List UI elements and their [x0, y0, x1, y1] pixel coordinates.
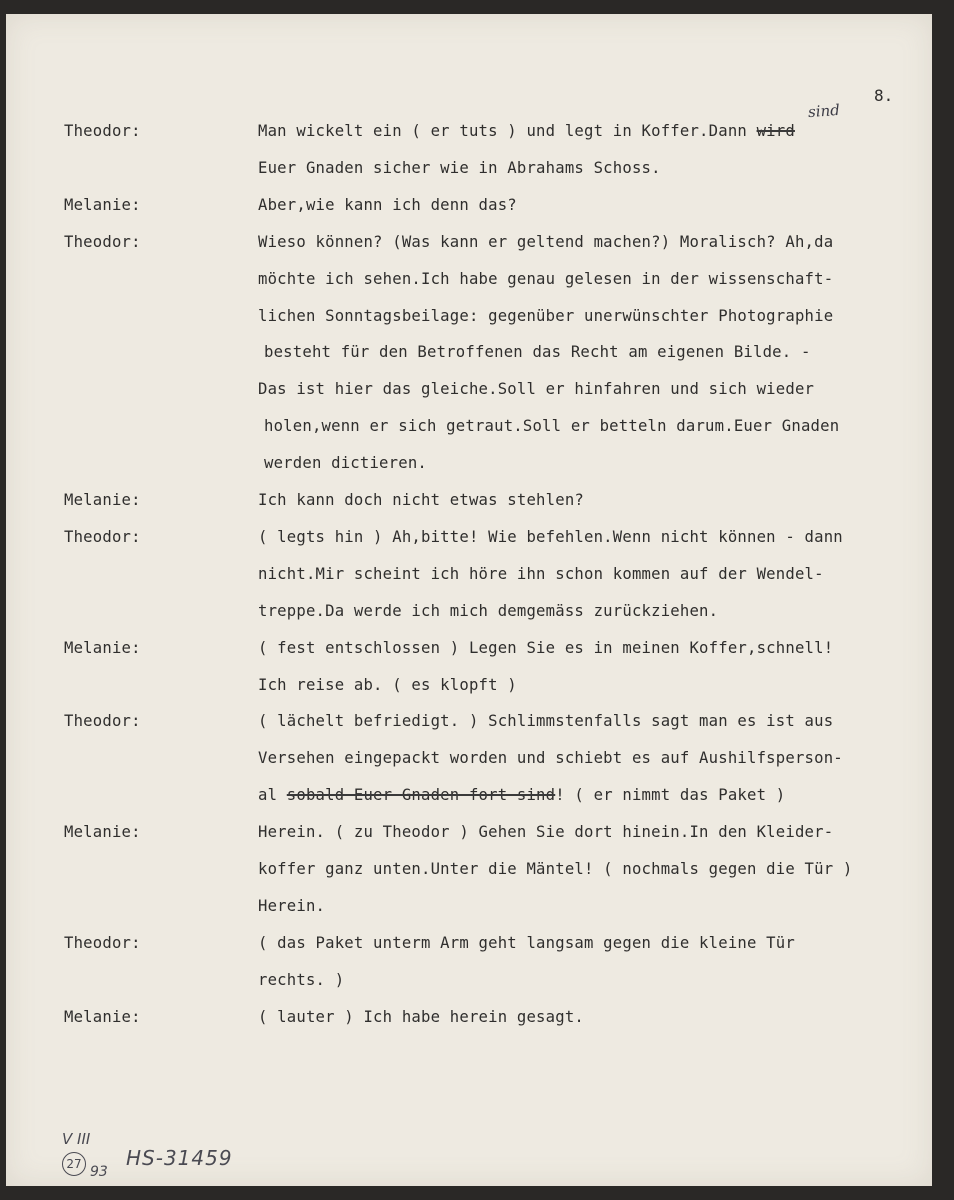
dialog-text: Man wickelt ein ( er tuts ) und legt in Koffer.Dann — [258, 122, 757, 140]
dialog-line: ( das Paket unterm Arm geht langsam gegen die kleine Tür — [258, 933, 795, 952]
dialog-line: ( lauter ) Ich habe herein gesagt. — [258, 1007, 584, 1026]
archive-marks — [54, 1130, 274, 1192]
dialog-line: Wieso können? (Was kann er geltend machen?) Moralisch? Ah,da — [258, 232, 834, 251]
dialog-line: Herein. ( zu Theodor ) Gehen Sie dort hinein.In den Kleider- — [258, 823, 834, 842]
typescript-page — [6, 14, 932, 1186]
archive-shelfmark: HS-31459 — [126, 1146, 233, 1170]
dialog-line: holen,wenn er sich getraut.Soll er betteln darum.Euer Gnaden — [264, 417, 840, 436]
dialog-line: ( lächelt befriedigt. ) Schlimmstenfalls sagt man es ist aus — [258, 712, 834, 731]
dialog-line — [258, 786, 785, 804]
archive-roman-numeral: V III — [62, 1130, 91, 1148]
dialog-line: werden dictieren. — [264, 454, 427, 473]
dialog-text: ! ( er nimmt das Paket ) — [555, 786, 786, 805]
dialog-line: ( legts hin ) Ah,bitte! Wie befehlen.Wenn nicht können - dann — [258, 527, 843, 546]
speaker-name: Theodor: — [64, 527, 141, 546]
dialog-line: ( fest entschlossen ) Legen Sie es in meinen Koffer,schnell! — [258, 638, 834, 657]
dialog-line: Aber,wie kann ich denn das? — [258, 195, 517, 214]
handwritten-correction: sind — [807, 100, 841, 122]
speaker-name: Theodor: — [64, 232, 141, 251]
speaker-name: Melanie: — [64, 638, 141, 657]
speaker-name: Theodor: — [64, 122, 141, 140]
archive-folio-number: 93 — [90, 1164, 108, 1180]
struck-text: wird — [756, 122, 795, 140]
dialog-line: lichen Sonntagsbeilage: gegenüber unerwünschter Photographie — [258, 306, 834, 325]
dialog-line: Das ist hier das gleiche.Soll er hinfahren und sich wieder — [258, 380, 815, 399]
dialog-line: Ich kann doch nicht etwas stehlen? — [258, 491, 584, 509]
dialog-line: koffer ganz unten.Unter die Mäntel! ( nochmals gegen die Tür ) — [258, 860, 853, 878]
dialog-line — [258, 122, 795, 140]
dialog-text: al — [258, 786, 287, 805]
dialog-line: Versehen eingepackt worden und schiebt es auf Aushilfsperson- — [258, 749, 843, 768]
dialog-line: Ich reise ab. ( es klopft ) — [258, 675, 517, 694]
speaker-name: Melanie: — [64, 823, 141, 842]
speaker-name: Melanie: — [64, 195, 141, 214]
speaker-name: Theodor: — [64, 933, 141, 952]
speaker-name: Melanie: — [64, 491, 141, 509]
struck-text: sobald Euer Gnaden fort sind — [286, 786, 556, 805]
dialog-line: Euer Gnaden sicher wie in Abrahams Schoss. — [258, 158, 661, 177]
dialog-line: nicht.Mir scheint ich höre ihn schon kommen auf der Wendel- — [258, 564, 824, 583]
dialog-line: treppe.Da werde ich mich demgemäss zurückziehen. — [258, 601, 719, 620]
speaker-name: Melanie: — [64, 1007, 141, 1026]
dialog-line: besteht für den Betroffenen das Recht am eigenen Bilde. - — [264, 343, 811, 362]
archive-circled-number: 27 — [62, 1152, 86, 1176]
dialog-line: möchte ich sehen.Ich habe genau gelesen in der wissenschaft- — [258, 269, 834, 288]
speaker-name: Theodor: — [64, 712, 141, 731]
dialog-line: rechts. ) — [258, 970, 345, 989]
page-number: 8. — [874, 86, 894, 105]
dialog-line: Herein. — [258, 896, 326, 915]
